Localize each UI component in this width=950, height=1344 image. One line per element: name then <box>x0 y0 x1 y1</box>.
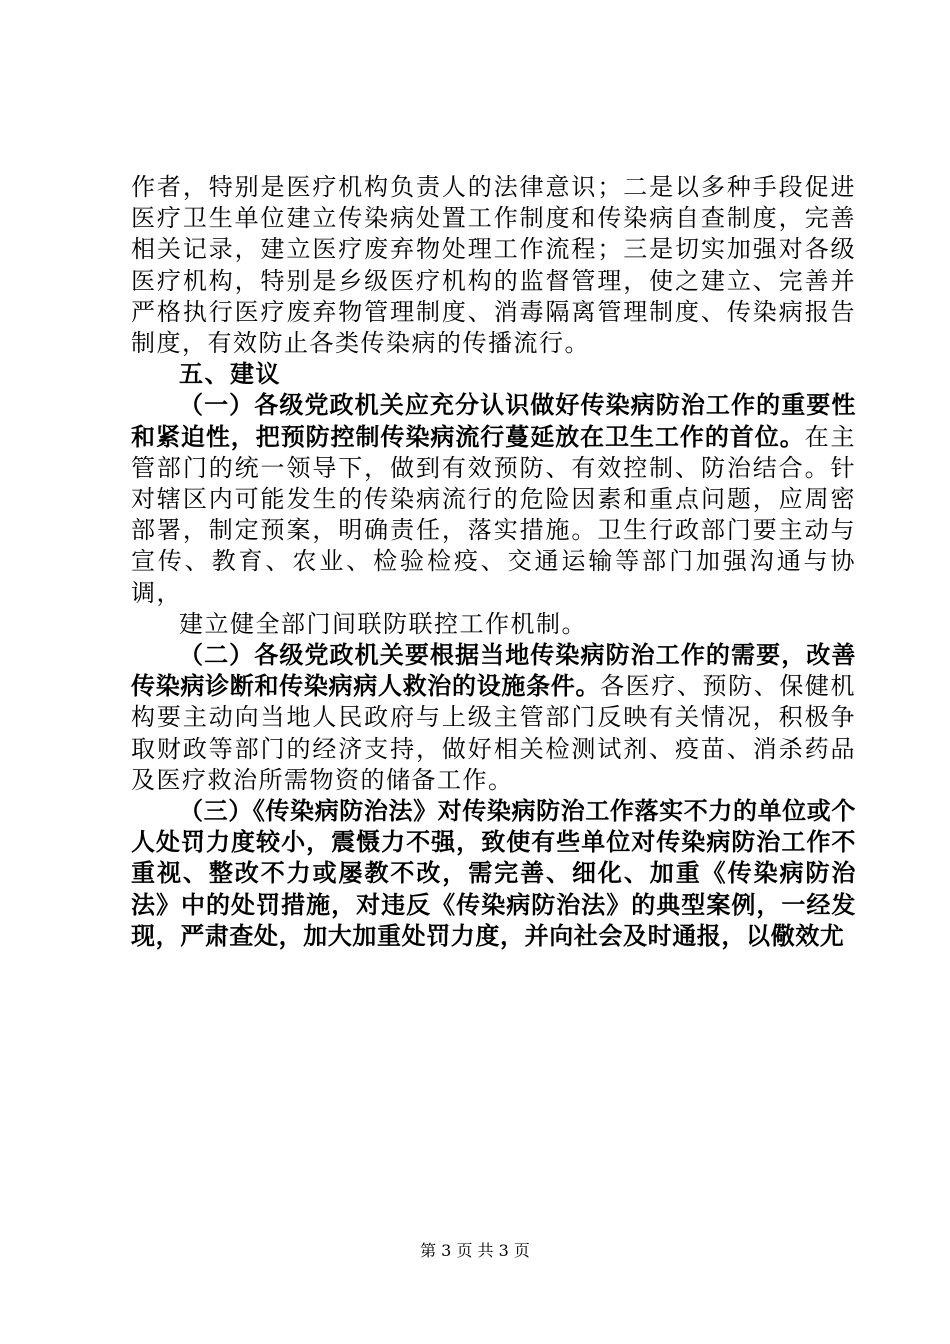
item-3-lead: （三）《传染病防治法》对传染病防治工作落实不力的单位或个人处罚力度较小，震慑力不强，致使有些单位对传染病防治工作不重视、整改不力或屡教不改，需完善、细化、加重《传染病防治法》中的处罚措施，对违反《传染病防治法》的典型案例，一经发现，严肃查处，加大加重处罚力度，并向社会及时通报，以儆效尤 <box>131 797 856 950</box>
item-1-lead: （一）各级党政机关应充分认识做好传染病防治工作的重要性和紧迫性，把预防控制传染病流行蔓延放在卫生工作的首位。 <box>131 391 856 451</box>
section-heading: 五、建议 <box>179 360 281 389</box>
paragraph-item-3 <box>131 796 856 952</box>
item-2-lead: （二）各级党政机关要根据当地传染病防治工作的需要，改善传染病诊断和传染病病人救治的设施条件。 <box>131 641 856 701</box>
paragraph-item-1 <box>131 390 856 608</box>
paragraph-continuation: 作者，特别是医疗机构负责人的法律意识；二是以多种手段促进医疗卫生单位建立传染病处置工作制度和传染病自查制度，完善相关记录，建立医疗废弃物处理工作流程；三是切实加强对各级医疗机构，特别是乡级医疗机构的监督管理，使之建立、完善并严格执行医疗废弃物管理制度、消毒隔离管理制度、传染病报告制度，有效防止各类传染病的传播流行。 <box>131 173 856 358</box>
paragraph-item-2 <box>131 640 856 796</box>
page-number-footer: 第 3 页 共 3 页 <box>420 1241 530 1260</box>
paragraph-item-1-tail: 建立健全部门间联防联控工作机制。 <box>179 609 587 638</box>
item-2-body: 各医疗、预防、保健机构要主动向当地人民政府与上级主管部门反映有关情况，积极争取财政等部门的经济支持，做好相关检测试剂、疫苗、消杀药品及医疗救治所需物资的储备工作。 <box>131 672 857 794</box>
item-1-body: 在主管部门的统一领导下，做到有效预防、有效控制、防治结合。针对辖区内可能发生的传染病流行的危险因素和重点问题，应周密部署，制定预案，明确责任，落实措施。卫生行政部门要主动与宣传、教育、农业、检验检疫、交通运输等部门加强沟通与协调， <box>131 422 857 607</box>
document-body <box>131 172 856 952</box>
